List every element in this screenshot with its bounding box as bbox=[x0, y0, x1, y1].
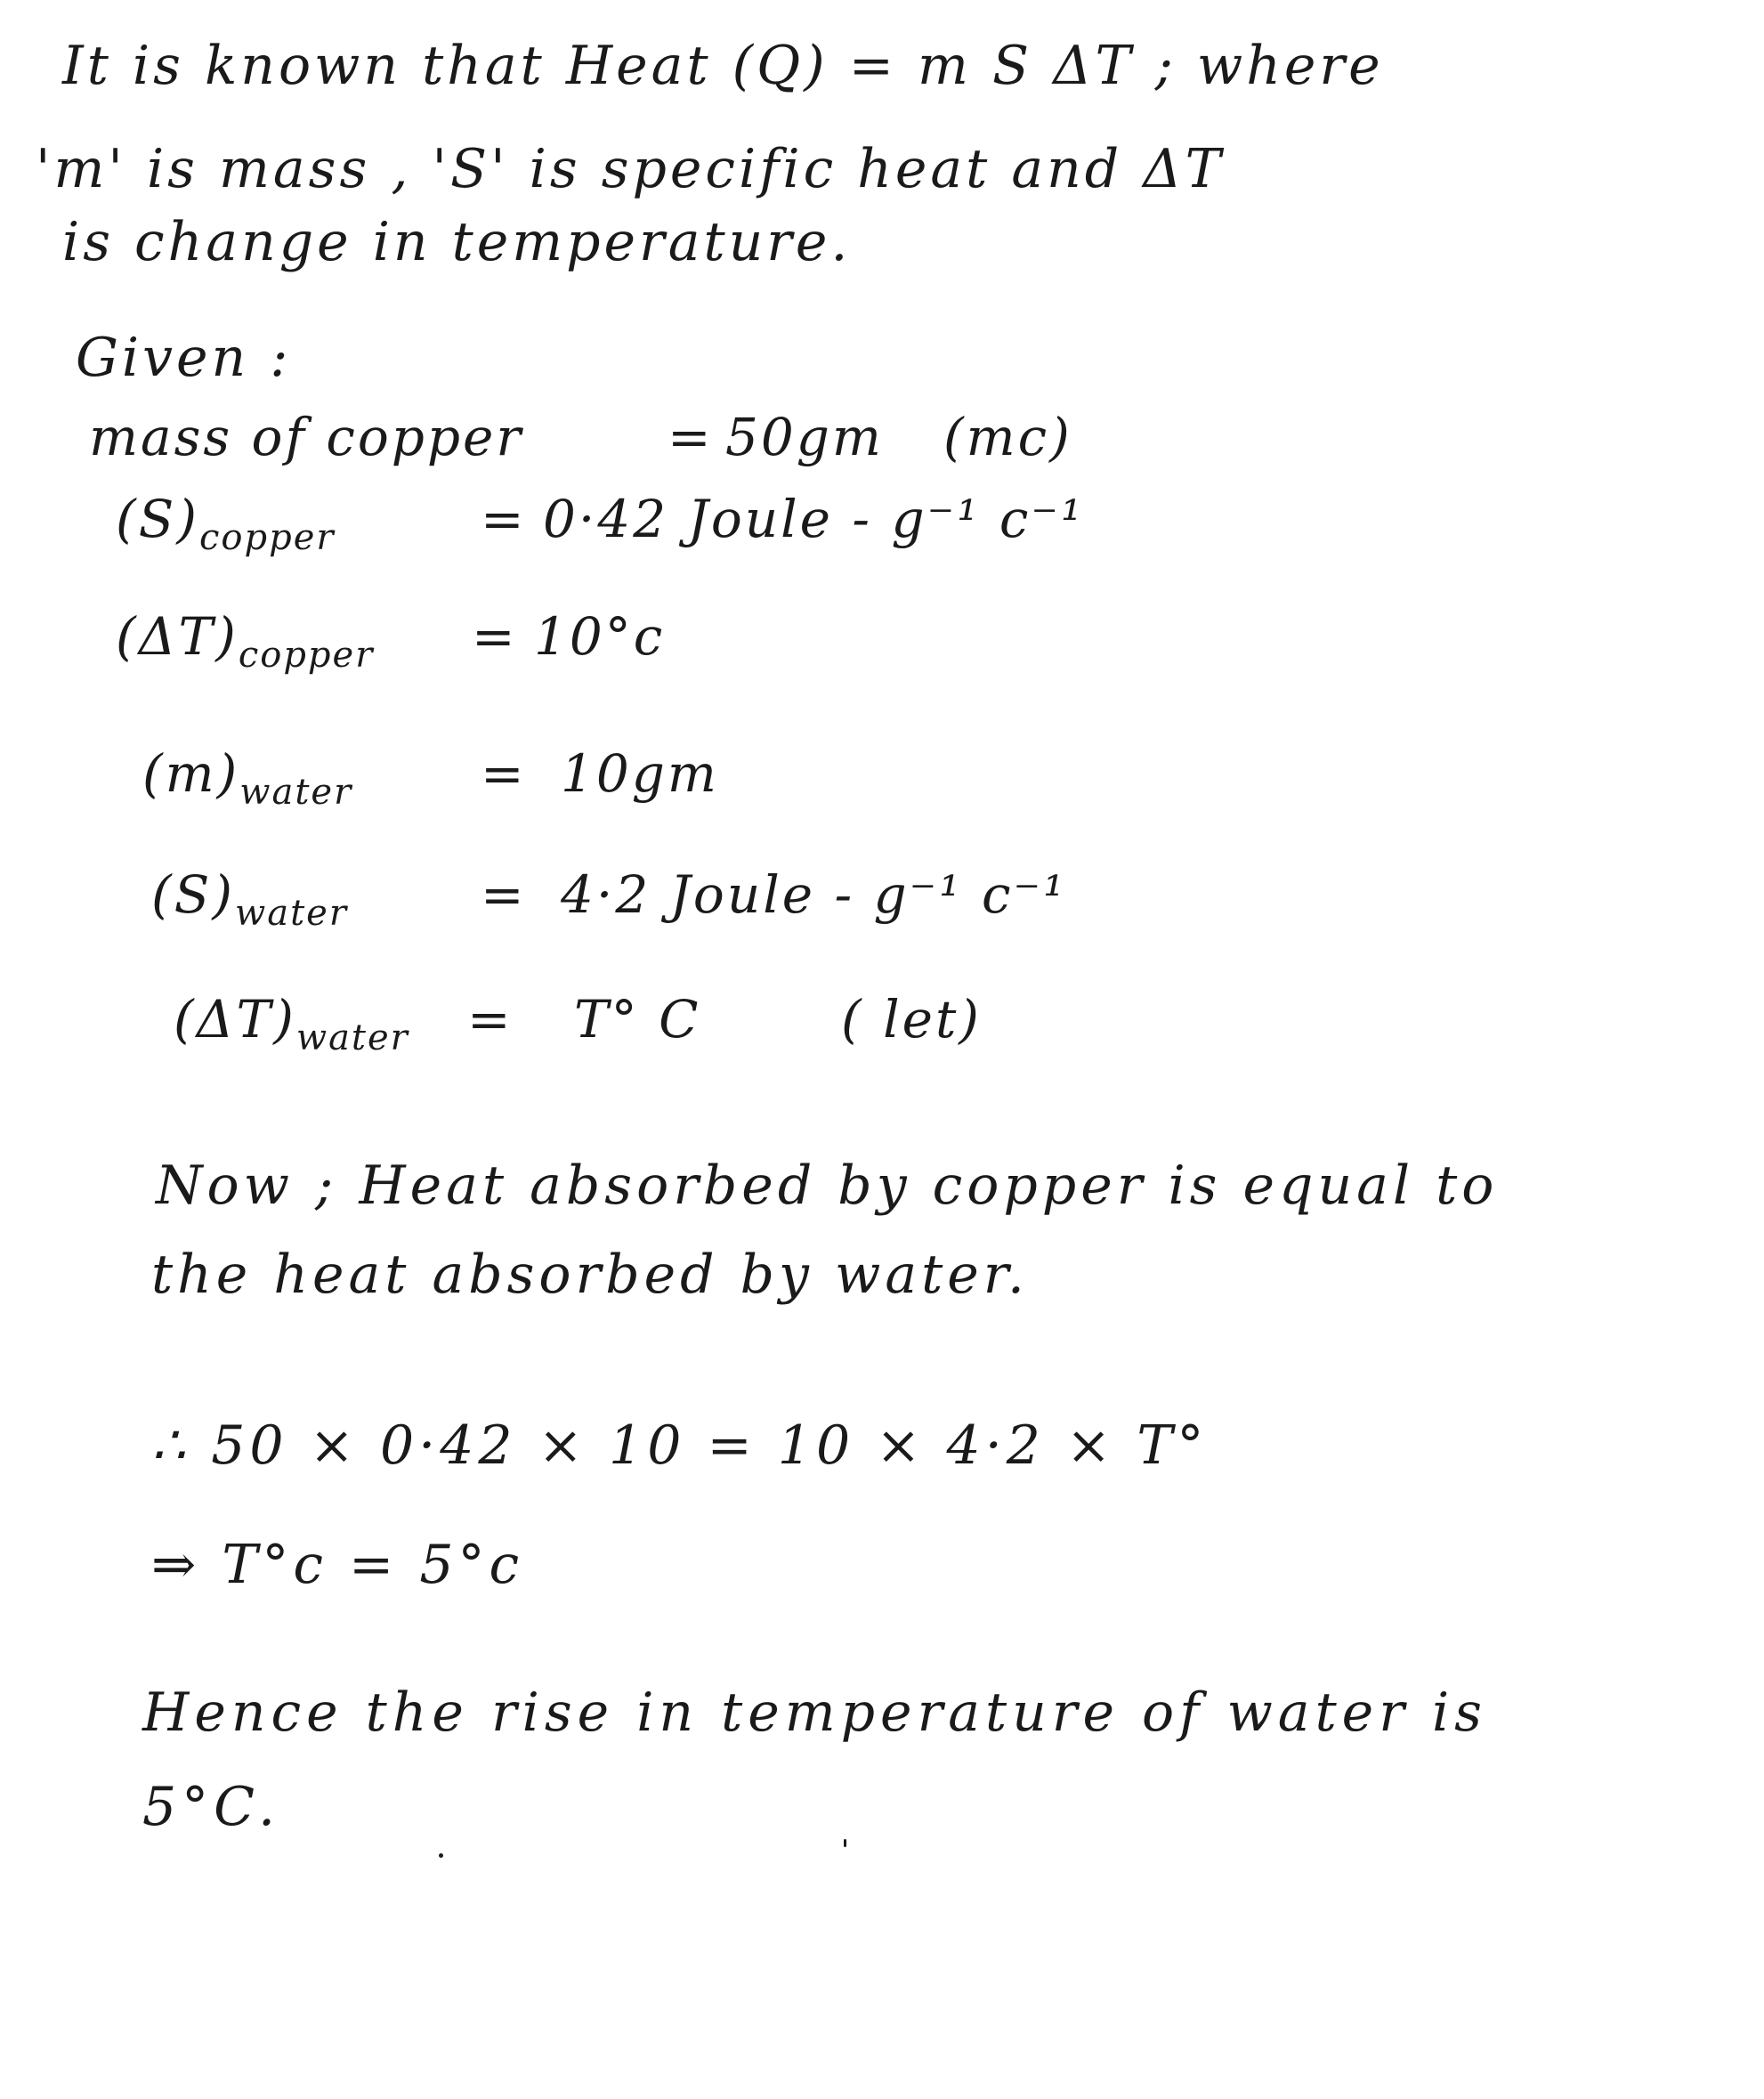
given-label: (ΔT) bbox=[174, 989, 296, 1050]
given-row-water-mass bbox=[142, 743, 1210, 819]
statement-line-2: the heat absorbed by water. bbox=[151, 1244, 1029, 1306]
intro-line-3: is change in temperature. bbox=[62, 211, 852, 273]
given-row-copper-mass bbox=[89, 407, 1157, 474]
given-subscript: water bbox=[295, 1017, 409, 1058]
conclusion-line-1: Hence the rise in temperature of water is bbox=[142, 1682, 1487, 1744]
given-subscript: copper bbox=[199, 517, 336, 558]
given-equals: = bbox=[472, 606, 518, 667]
given-subscript: water bbox=[235, 893, 348, 934]
given-equals: = bbox=[481, 864, 527, 925]
given-label: (S) bbox=[151, 864, 235, 925]
conclusion-line-2: 5°C. bbox=[142, 1776, 281, 1838]
calculation-line-2: ⇒ T°c = 5°c bbox=[151, 1534, 524, 1596]
given-row-water-delta-t bbox=[174, 989, 1242, 1065]
given-value: 4·2 Joule - g⁻¹ c⁻¹ bbox=[561, 864, 1067, 925]
given-value: 50gm bbox=[725, 407, 884, 467]
given-row-water-specific-heat bbox=[151, 864, 1219, 940]
given-value: T° C bbox=[574, 989, 701, 1050]
intro-line-1: It is known that Heat (Q) = m S ΔT ; where bbox=[62, 35, 1384, 97]
given-equals: = bbox=[481, 743, 527, 804]
calculation-line-1: ∴ 50 × 0·42 × 10 = 10 × 4·2 × T° bbox=[151, 1414, 1209, 1477]
statement-line-1: Now ; Heat absorbed by copper is equal to bbox=[156, 1155, 1499, 1217]
given-heading: Given : bbox=[76, 327, 292, 389]
stray-pen-mark bbox=[844, 1839, 846, 1847]
given-label: (m) bbox=[142, 743, 240, 804]
given-equals: = bbox=[467, 989, 514, 1050]
given-note: ( let) bbox=[841, 989, 982, 1050]
given-label: (ΔT) bbox=[116, 606, 239, 667]
intro-line-2: 'm' is mass , 'S' is specific heat and ΔT bbox=[36, 138, 1225, 200]
given-value: 10°c bbox=[534, 606, 666, 667]
given-note: (mc) bbox=[943, 407, 1072, 467]
given-value: 10gm bbox=[561, 743, 719, 804]
given-row-copper-specific-heat bbox=[116, 489, 1184, 564]
given-equals: = bbox=[668, 407, 714, 467]
given-label: mass of copper bbox=[89, 407, 524, 467]
given-value: 0·42 Joule - g⁻¹ c⁻¹ bbox=[543, 489, 1085, 549]
given-equals: = bbox=[481, 489, 527, 549]
given-subscript: copper bbox=[238, 635, 375, 676]
given-subscript: water bbox=[239, 772, 353, 813]
given-label: (S) bbox=[116, 489, 199, 549]
given-row-copper-delta-t bbox=[116, 606, 1184, 682]
stray-pen-mark bbox=[439, 1853, 443, 1858]
